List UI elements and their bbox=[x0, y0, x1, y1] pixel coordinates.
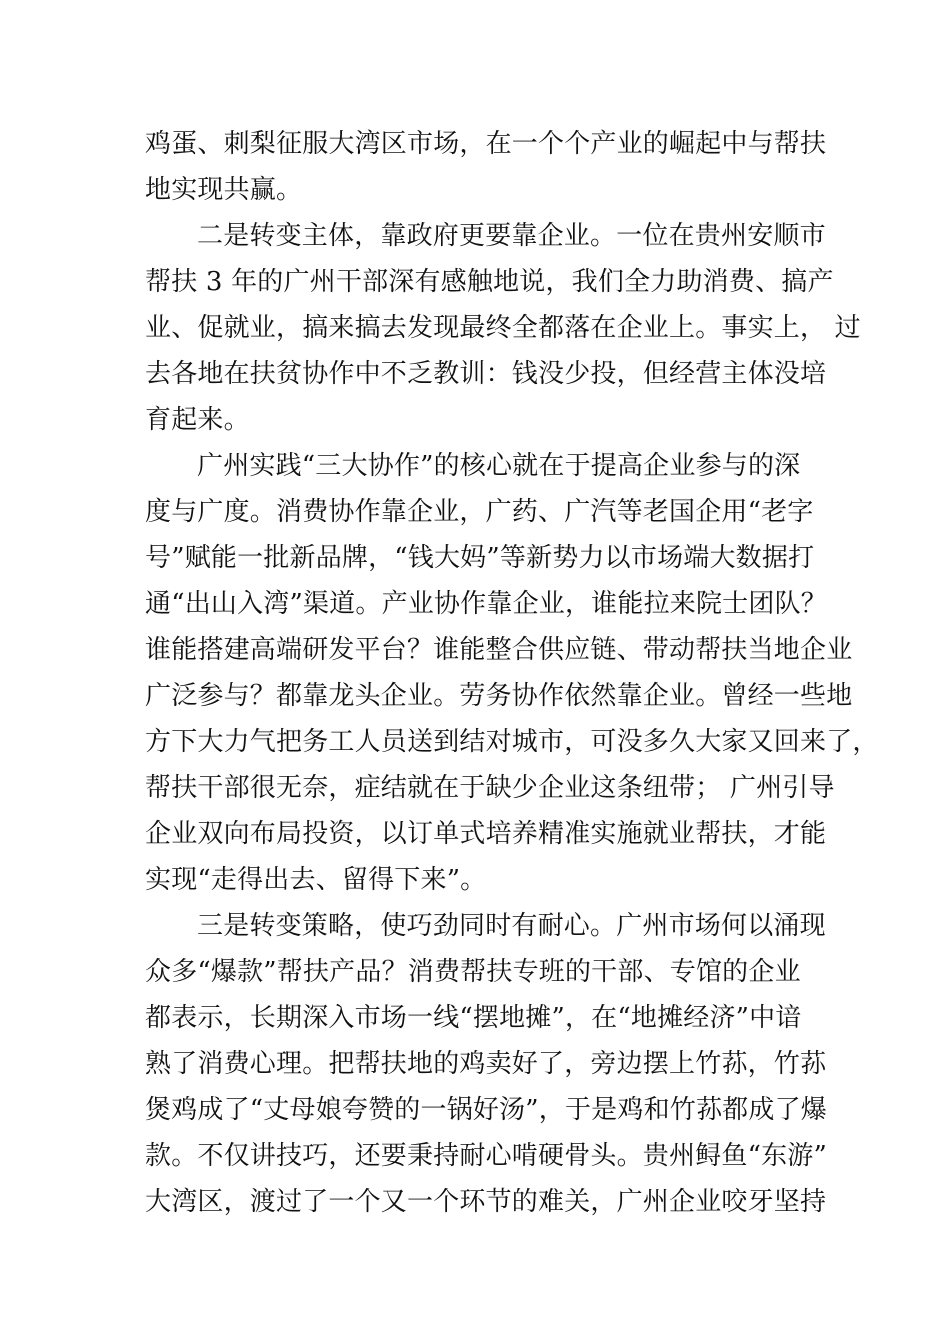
text-line: 通“出山入湾”渠道。产业协作靠企业，谁能拉来院士团队？ bbox=[145, 589, 827, 619]
text-line: 度与广度。消费协作靠企业，广药、广汽等老国企用“老字 bbox=[145, 497, 814, 527]
text-line: 业、促就业，搞来搞去发现最终全都落在企业上。事实上， 过 bbox=[145, 313, 861, 343]
text-line: 鸡蛋、刺梨征服大湾区市场，在一个个产业的崛起中与帮扶 bbox=[145, 129, 827, 159]
text-line: 号”赋能一批新品牌，“钱大妈”等新势力以市场端大数据打 bbox=[145, 543, 815, 573]
text-line: 广泛参与？都靠龙头企业。劳务协作依然靠企业。曾经一些地 bbox=[145, 681, 853, 711]
text-line: 众多“爆款”帮扶产品？消费帮扶专班的干部、专馆的企业 bbox=[145, 957, 801, 987]
text-line: 煲鸡成了“丈母娘夸赞的一锅好汤”，于是鸡和竹荪都成了爆 bbox=[145, 1095, 827, 1125]
text-line: 去各地在扶贫协作中不乏教训：钱没少投，但经营主体没培 bbox=[145, 359, 827, 389]
paragraph-start-line: 三是转变策略，使巧劲同时有耐心。广州市场何以涌现 bbox=[197, 911, 826, 941]
paragraph-start-line: 二是转变主体，靠政府更要靠企业。一位在贵州安顺市 bbox=[197, 221, 826, 251]
text-line: 帮扶 3 年的广州干部深有感触地说，我们全力助消费、搞产 bbox=[145, 267, 834, 297]
paragraph-start-line: 广州实践“三大协作”的核心就在于提高企业参与的深 bbox=[197, 451, 801, 481]
text-line: 都表示，长期深入市场一线“摆地摊”，在“地摊经济”中谙 bbox=[145, 1003, 802, 1033]
text-line: 地实现共赢。 bbox=[145, 175, 303, 205]
body-text bbox=[145, 121, 879, 1225]
text-line: 帮扶干部很无奈，症结就在于缺少企业这条纽带； 广州引导 bbox=[145, 773, 835, 803]
text-line: 熟了消费心理。把帮扶地的鸡卖好了，旁边摆上竹荪，竹荪 bbox=[145, 1049, 827, 1079]
text-line: 大湾区，渡过了一个又一个环节的难关，广州企业咬牙坚持 bbox=[145, 1187, 827, 1217]
text-line: 实现“走得出去、留得下来”。 bbox=[145, 865, 487, 895]
text-line: 款。不仅讲技巧，还要秉持耐心啃硬骨头。贵州鲟鱼“东游” bbox=[145, 1141, 827, 1171]
text-line: 育起来。 bbox=[145, 405, 250, 435]
text-line: 企业双向布局投资，以订单式培养精准实施就业帮扶，才能 bbox=[145, 819, 827, 849]
text-line: 方下大力气把务工人员送到结对城市，可没多久大家又回来了， bbox=[145, 727, 879, 757]
text-line: 谁能搭建高端研发平台？谁能整合供应链、带动帮扶当地企业 bbox=[145, 635, 853, 665]
